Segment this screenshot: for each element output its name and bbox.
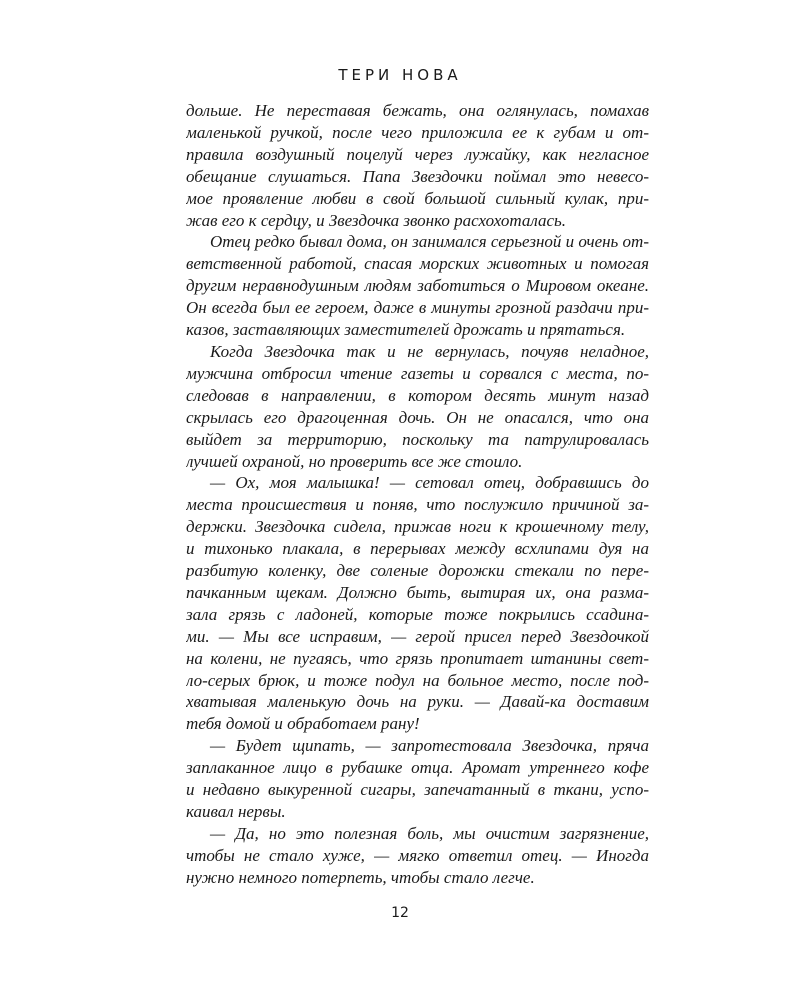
text-line: мое проявление любви в свой большой сильный кулак, при- bbox=[186, 188, 649, 208]
text-line: места происшествия и поняв, что послужило причиной за- bbox=[186, 495, 649, 515]
text-line: Отец редко бывал дома, он занимался серьезной и очень от- bbox=[210, 232, 649, 252]
text-line: хватывая маленькую дочь на руки. — Давай-ка доставим bbox=[186, 692, 649, 712]
text-line: ло-серых брюк, и тоже подул на больное место, после под- bbox=[186, 670, 649, 690]
text-line: дольше. Не переставая бежать, она оглянулась, помахав bbox=[186, 101, 649, 120]
text-line: на колени, не пугаясь, что грязь пропитает штанины свет- bbox=[186, 648, 649, 668]
text-line: казов, заставляющих заместителей дрожать и прятаться. bbox=[186, 320, 626, 340]
text-line: выйдет за территорию, поскольку та патрулировалась bbox=[186, 429, 649, 449]
text-line: — Будет щипать, — запротестовала Звездочка, пряча bbox=[210, 736, 649, 756]
text-line: другим неравнодушным людям заботиться о Мировом океане. bbox=[186, 276, 649, 296]
text-line: и тихонько плакала, в перерывах между всхлипами дуя на bbox=[186, 539, 649, 559]
text-line: разбитую коленку, две соленые дорожки стекали по пере- bbox=[186, 561, 649, 581]
text-line: держки. Звездочка сидела, прижав ноги к крошечному телу, bbox=[186, 517, 649, 537]
text-line: следовав в направлении, в котором десять минут назад bbox=[186, 385, 649, 405]
text-line: скрылась его драгоценная дочь. Он не опасался, что она bbox=[186, 407, 649, 427]
text-line: зала грязь с ладоней, которые тоже покрылись ссадина- bbox=[186, 604, 649, 624]
text-line: правила воздушный поцелуй через лужайку, как негласное bbox=[186, 144, 649, 164]
text-line: ми. — Мы все исправим, — герой присел перед Звездочкой bbox=[186, 626, 649, 646]
text-line: обещание слушаться. Папа Звездочки поймал это невесо- bbox=[186, 166, 649, 186]
text-line: каивал нервы. bbox=[186, 802, 286, 821]
text-line: маленькой ручкой, после чего приложила ее к губам и от- bbox=[186, 122, 649, 142]
text-line: ветственной работой, спасая морских животных и помогая bbox=[186, 254, 649, 274]
body-text bbox=[186, 100, 649, 889]
running-header: ТЕРИ НОВА bbox=[338, 66, 462, 84]
text-line: Он всегда был ее героем, даже в минуты грозной раздачи при- bbox=[186, 298, 649, 318]
text-line: тебя домой и обработаем рану! bbox=[186, 714, 420, 734]
text-line: — Да, но это полезная боль, мы очистим загрязнение, bbox=[210, 823, 649, 843]
text-line: заплаканное лицо в рубашке отца. Аромат утреннего кофе bbox=[186, 758, 649, 778]
text-line: и недавно выкуренной сигары, запечатанный в ткани, успо- bbox=[186, 780, 649, 800]
text-line: нужно немного потерпеть, чтобы стало легче. bbox=[186, 867, 535, 887]
text-line: мужчина отбросил чтение газеты и сорвался с места, по- bbox=[186, 363, 649, 383]
text-line: лучшей охраной, но проверить все же стоило. bbox=[186, 451, 523, 471]
text-line: пачканным щекам. Должно быть, вытирая их, она размa- bbox=[186, 582, 649, 602]
text-line: чтобы не стало хуже, — мягко ответил отец. — Иногда bbox=[186, 845, 649, 865]
page-number: 12 bbox=[391, 905, 409, 921]
text-line: — Ох, моя малышка! — сетовал отец, добравшись до bbox=[210, 473, 649, 493]
text-line: Когда Звездочка так и не вернулась, почуяв неладное, bbox=[210, 341, 649, 361]
text-line: жав его к сердцу, и Звездочка звонко расхохоталась. bbox=[186, 210, 567, 230]
